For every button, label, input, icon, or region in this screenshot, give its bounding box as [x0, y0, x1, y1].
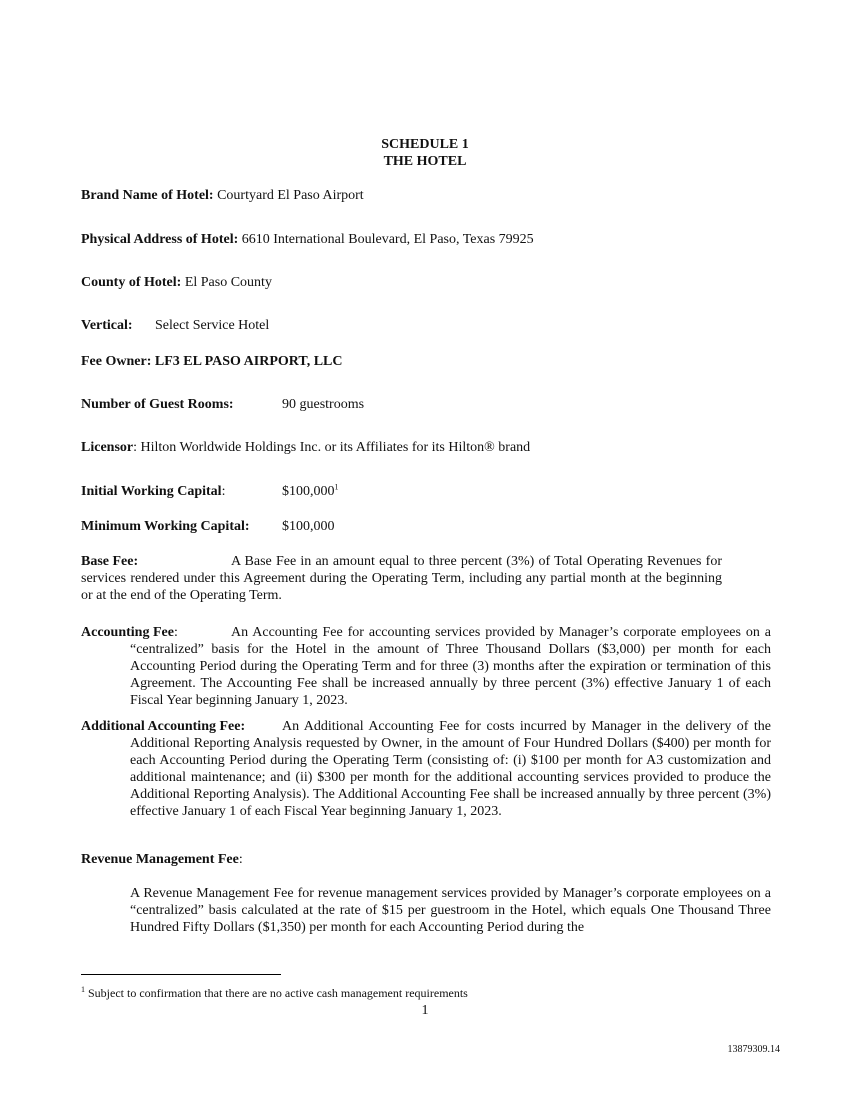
footnote-marker: 1 [81, 985, 85, 994]
licensor-value: : Hilton Worldwide Holdings Inc. or its Affiliates for its Hilton® brand [133, 440, 531, 455]
guest-rooms-value: 90 guestrooms [282, 397, 365, 412]
footnote-divider [81, 974, 281, 975]
county-label: County of Hotel: [81, 275, 182, 290]
accounting-fee-colon: : [173, 625, 178, 640]
minimum-working-capital-label: Minimum Working Capital: [81, 519, 250, 534]
accounting-fee-label: Accounting Fee [81, 625, 174, 640]
base-fee-text-wrap [81, 553, 771, 604]
accounting-fee-text: An Accounting Fee for accounting services provided by Manager’s corporate employees on a “centralized” basis for the Hotel in the amount of Three Thousand Dollars ($3,000) per month for each Accounting Period during the Operating Term and for three (3) months after the expiration or termination of this Agreement. The Accounting Fee shall be increased annually by three percent (3%) effective January 1 of each Fiscal Year beginning January 1, 2023. [130, 625, 771, 708]
schedule-subheading: THE HOTEL [383, 154, 467, 169]
county-value: El Paso County [184, 275, 272, 290]
vertical-value: Select Service Hotel [155, 318, 270, 333]
fee-owner-label: Fee Owner: [81, 354, 152, 369]
revenue-management-fee-colon: : [238, 852, 243, 867]
address-value: 6610 International Boulevard, El Paso, Texas 79925 [241, 232, 534, 247]
address-field [81, 231, 534, 248]
revenue-management-fee-paragraph [130, 885, 771, 936]
revenue-management-fee-text: A Revenue Management Fee for revenue management services provided by Manager’s corporate employees on a “centralized” basis calculated at the rate of $15 per guestroom in the Hotel, which equals One Thousand Three Hundred Fifty Dollars ($1,350) per month for each Accounting Period during the [130, 886, 771, 935]
schedule-heading: SCHEDULE 1 [381, 137, 469, 152]
footnote-text: Subject to confirmation that there are no active cash management requirements [88, 986, 468, 1000]
vertical-field [81, 317, 269, 334]
fee-owner-value: LF3 EL PASO AIRPORT, LLC [154, 354, 343, 369]
minimum-working-capital-value: $100,000 [282, 519, 335, 534]
guest-rooms-field [81, 396, 364, 413]
brand-name-field [81, 187, 364, 204]
address-label: Physical Address of Hotel: [81, 232, 239, 247]
additional-accounting-fee-text: An Additional Accounting Fee for costs incurred by Manager in the delivery of the Additional Reporting Analysis requested by Owner, in the amount of Four Hundred Dollars ($400) per month for each Accounting Period during the Operating Term (consisting of: (i) $100 per month for A3 customization and additional maintenance; and (ii) $300 per month for the additional accounting services provided to produce the Additional Reporting Analysis). The Additional Accounting Fee shall be increased annually by three percent (3%) effective January 1 of each Fiscal Year beginning January 1, 2023. [130, 719, 771, 819]
footnote [81, 985, 468, 1002]
base-fee-text: A Base Fee in an amount equal to three percent (3%) of Total Operating Revenues for services rendered under this Agreement during the Operating Term, including any partial month at the beginning or at the end of the Operating Term. [81, 554, 722, 603]
additional-accounting-fee-label: Additional Accounting Fee: [81, 719, 246, 734]
vertical-label: Vertical: [81, 318, 133, 333]
brand-name-label: Brand Name of Hotel: [81, 188, 214, 203]
additional-accounting-fee-text-wrap [81, 718, 771, 820]
page-number: 1 [421, 1003, 429, 1018]
initial-working-capital-label: Initial Working Capital [81, 484, 222, 499]
brand-name-value: Courtyard El Paso Airport [217, 188, 364, 203]
accounting-fee-text-wrap [81, 624, 771, 709]
document-id: 13879309.14 [727, 1044, 780, 1055]
base-fee-label: Base Fee: [81, 554, 139, 569]
initial-working-capital-colon: : [221, 484, 226, 499]
initial-working-capital-field [81, 483, 339, 500]
guest-rooms-label: Number of Guest Rooms: [81, 397, 234, 412]
accounting-fee-block [81, 624, 771, 709]
licensor-label: Licensor [81, 440, 134, 455]
revenue-management-fee-label-row [81, 851, 243, 868]
initial-working-capital-value: $100,000 [282, 484, 335, 499]
fee-owner-field [81, 353, 343, 370]
minimum-working-capital-field [81, 518, 335, 535]
licensor-field [81, 439, 530, 456]
county-field [81, 274, 272, 291]
footnote-reference: 1 [334, 482, 339, 492]
additional-accounting-fee-block [81, 718, 771, 820]
revenue-management-fee-label: Revenue Management Fee [81, 852, 239, 867]
base-fee-block [81, 553, 771, 604]
